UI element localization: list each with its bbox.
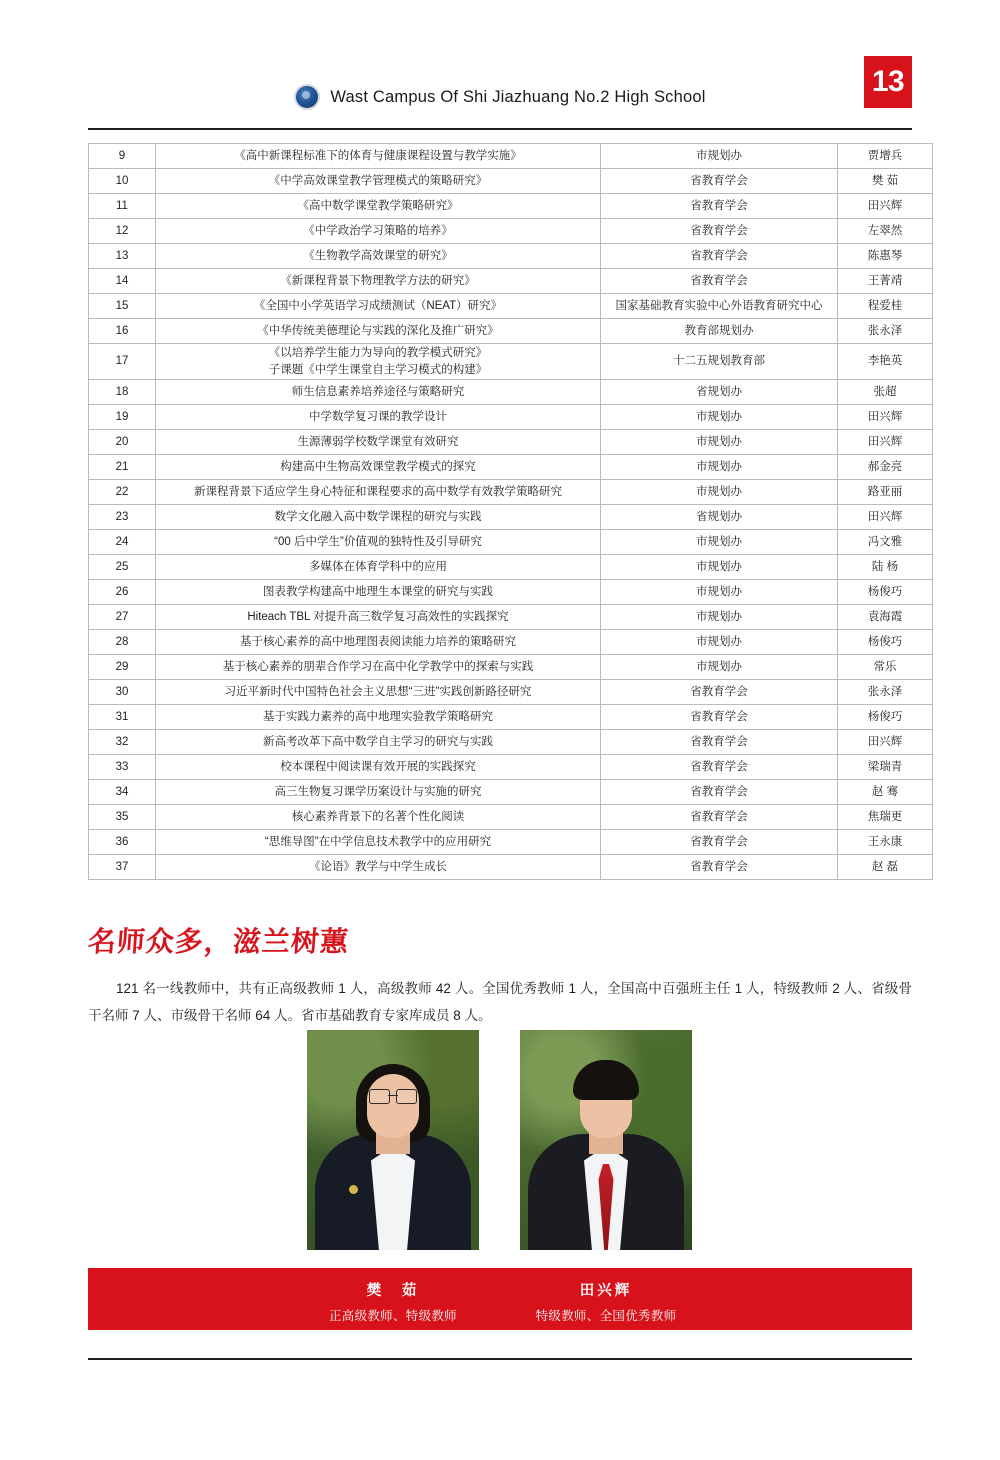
cell-title: 校本课程中阅读课有效开展的实践探究 xyxy=(156,755,601,780)
cell-num: 24 xyxy=(89,530,156,555)
table-row xyxy=(89,194,933,219)
cell-title: 《论语》教学与中学生成长 xyxy=(156,855,601,880)
table-row xyxy=(89,480,933,505)
cell-person: 张永泽 xyxy=(838,319,933,344)
cell-num: 16 xyxy=(89,319,156,344)
cell-person: 张超 xyxy=(838,380,933,405)
cell-num: 31 xyxy=(89,705,156,730)
caption-male xyxy=(456,1279,756,1324)
table-row xyxy=(89,655,933,680)
cell-num: 18 xyxy=(89,380,156,405)
cell-org: 国家基础教育实验中心外语教育研究中心 xyxy=(601,294,838,319)
table-row xyxy=(89,380,933,405)
cell-person: 田兴辉 xyxy=(838,194,933,219)
research-projects-table xyxy=(88,143,912,880)
cell-title: 《新课程背景下物理教学方法的研究》 xyxy=(156,269,601,294)
cell-person: 王菁靖 xyxy=(838,269,933,294)
cell-title: 基于核心素养的高中地理图表阅读能力培养的策略研究 xyxy=(156,630,601,655)
cell-num: 36 xyxy=(89,830,156,855)
cell-org: 省教育学会 xyxy=(601,705,838,730)
cell-num: 10 xyxy=(89,169,156,194)
cell-num: 35 xyxy=(89,805,156,830)
portrait-photo-male xyxy=(520,1030,692,1250)
cell-org: 市规划办 xyxy=(601,455,838,480)
cell-person: 田兴辉 xyxy=(838,730,933,755)
cell-org: 省规划办 xyxy=(601,380,838,405)
table-row xyxy=(89,555,933,580)
cell-title: 《中学高效课堂教学管理模式的策略研究》 xyxy=(156,169,601,194)
header-divider xyxy=(88,128,912,130)
table-row xyxy=(89,530,933,555)
cell-num: 15 xyxy=(89,294,156,319)
cell-title: 高三生物复习课学历案设计与实施的研究 xyxy=(156,780,601,805)
cell-num: 13 xyxy=(89,244,156,269)
cell-title xyxy=(156,344,601,380)
cell-num: 12 xyxy=(89,219,156,244)
table-row xyxy=(89,630,933,655)
cell-person: 冯文雅 xyxy=(838,530,933,555)
cell-title-line2: 子课题《中学生课堂自主学习模式的构建》 xyxy=(268,363,488,376)
cell-num: 21 xyxy=(89,455,156,480)
cell-org: 省教育学会 xyxy=(601,730,838,755)
caption-role: 特级教师、全国优秀教师 xyxy=(535,1309,677,1323)
cell-num: 22 xyxy=(89,480,156,505)
photo-lapel-pin xyxy=(349,1185,358,1194)
table-row xyxy=(89,705,933,730)
cell-person: 贾增兵 xyxy=(838,144,933,169)
cell-person: 赵 磊 xyxy=(838,855,933,880)
cell-title: 《全国中小学英语学习成绩测试（NEAT）研究》 xyxy=(156,294,601,319)
cell-person: 郝金亮 xyxy=(838,455,933,480)
cell-title: 《中华传统美德理论与实践的深化及推广研究》 xyxy=(156,319,601,344)
table-row xyxy=(89,294,933,319)
cell-num: 17 xyxy=(89,344,156,380)
photo-face xyxy=(367,1074,419,1138)
cell-num: 27 xyxy=(89,605,156,630)
table-row xyxy=(89,830,933,855)
table-row xyxy=(89,219,933,244)
cell-org: 省教育学会 xyxy=(601,244,838,269)
cell-person: 袁海霞 xyxy=(838,605,933,630)
cell-org: 十二五规划教育部 xyxy=(601,344,838,380)
cell-person: 程爱桂 xyxy=(838,294,933,319)
cell-org: 省教育学会 xyxy=(601,269,838,294)
cell-num: 32 xyxy=(89,730,156,755)
cell-org: 省规划办 xyxy=(601,505,838,530)
cell-num: 9 xyxy=(89,144,156,169)
table-row xyxy=(89,855,933,880)
cell-org: 省教育学会 xyxy=(601,780,838,805)
cell-org: 省教育学会 xyxy=(601,680,838,705)
table-row xyxy=(89,430,933,455)
photo-subject xyxy=(520,1122,692,1250)
photo-subject xyxy=(307,1122,479,1250)
portrait-caption-bar xyxy=(88,1268,912,1330)
cell-person: 陈惠琴 xyxy=(838,244,933,269)
cell-num: 26 xyxy=(89,580,156,605)
table-row xyxy=(89,755,933,780)
cell-num: 29 xyxy=(89,655,156,680)
glasses-icon xyxy=(369,1089,417,1102)
cell-person: 李艳英 xyxy=(838,344,933,380)
cell-num: 23 xyxy=(89,505,156,530)
page-header xyxy=(88,65,912,126)
footer-divider xyxy=(88,1358,912,1360)
section-heading: 名师众多，滋兰树蕙 xyxy=(86,925,351,958)
cell-title: 《高中新课程标准下的体育与健康课程设置与教学实施》 xyxy=(156,144,601,169)
cell-num: 28 xyxy=(89,630,156,655)
table-row xyxy=(89,580,933,605)
cell-title: 基于实践力素养的高中地理实验教学策略研究 xyxy=(156,705,601,730)
cell-num: 11 xyxy=(89,194,156,219)
cell-num: 34 xyxy=(89,780,156,805)
caption-name: 田兴辉 xyxy=(579,1283,633,1299)
cell-person: 田兴辉 xyxy=(838,405,933,430)
portrait-photo-female xyxy=(307,1030,479,1250)
cell-person: 路亚丽 xyxy=(838,480,933,505)
cell-title: 基于核心素养的朋辈合作学习在高中化学教学中的探索与实践 xyxy=(156,655,601,680)
photo-shirt xyxy=(371,1146,415,1250)
cell-num: 20 xyxy=(89,430,156,455)
cell-person: 杨俊巧 xyxy=(838,705,933,730)
cell-org: 市规划办 xyxy=(601,580,838,605)
cell-title: 图表教学构建高中地理生本课堂的研究与实践 xyxy=(156,580,601,605)
cell-org: 市规划办 xyxy=(601,605,838,630)
cell-org: 省教育学会 xyxy=(601,169,838,194)
cell-title: 中学数学复习课的教学设计 xyxy=(156,405,601,430)
cell-org: 市规划办 xyxy=(601,655,838,680)
table-row xyxy=(89,144,933,169)
section-paragraph xyxy=(88,975,912,1029)
cell-num: 37 xyxy=(89,855,156,880)
cell-num: 14 xyxy=(89,269,156,294)
cell-org: 省教育学会 xyxy=(601,219,838,244)
school-crest-icon xyxy=(294,84,320,110)
cell-title: 师生信息素养培养途径与策略研究 xyxy=(156,380,601,405)
portrait-photos xyxy=(88,1030,912,1250)
cell-person: 梁瑞青 xyxy=(838,755,933,780)
cell-org: 市规划办 xyxy=(601,530,838,555)
table-row xyxy=(89,405,933,430)
cell-title: 核心素养背景下的名著个性化阅读 xyxy=(156,805,601,830)
table-row xyxy=(89,244,933,269)
header-title-group xyxy=(88,84,912,110)
cell-org: 市规划办 xyxy=(601,630,838,655)
cell-person: 王永康 xyxy=(838,830,933,855)
cell-org: 省教育学会 xyxy=(601,805,838,830)
cell-person: 田兴辉 xyxy=(838,430,933,455)
caption-role: 正高级教师、特级教师 xyxy=(328,1309,457,1323)
cell-title: “思维导图”在中学信息技术教学中的应用研究 xyxy=(156,830,601,855)
cell-person: 赵 骞 xyxy=(838,780,933,805)
table-row xyxy=(89,169,933,194)
cell-org: 省教育学会 xyxy=(601,194,838,219)
cell-person: 陆 杨 xyxy=(838,555,933,580)
cell-num: 25 xyxy=(89,555,156,580)
cell-num: 30 xyxy=(89,680,156,705)
cell-title: 《中学政治学习策略的培养》 xyxy=(156,219,601,244)
cell-title: 构建高中生物高效课堂教学模式的探究 xyxy=(156,455,601,480)
cell-person: 常乐 xyxy=(838,655,933,680)
cell-title: 《生物教学高效课堂的研究》 xyxy=(156,244,601,269)
paragraph-text: 121 名一线教师中，共有正高级教师 1 人，高级教师 42 人。全国优秀教师 1 人，全国高中百强班主任 1 人，特级教师 2 人、省级骨干名师 7 人、市级骨干名师 64 人。省市基础教育专家库成员 8 人。 xyxy=(88,981,912,1023)
cell-title: Hiteach TBL 对提升高三数学复习高效性的实践探究 xyxy=(156,605,601,630)
cell-org: 省教育学会 xyxy=(601,830,838,855)
table-row xyxy=(89,269,933,294)
cell-org: 市规划办 xyxy=(601,144,838,169)
table-row xyxy=(89,455,933,480)
cell-title: 生源薄弱学校数学课堂有效研究 xyxy=(156,430,601,455)
cell-title: 数学文化融入高中数学课程的研究与实践 xyxy=(156,505,601,530)
table-row xyxy=(89,605,933,630)
cell-title: 新高考改革下高中数学自主学习的研究与实践 xyxy=(156,730,601,755)
cell-org: 省教育学会 xyxy=(601,755,838,780)
caption-name: 樊 茹 xyxy=(366,1283,420,1299)
cell-org: 市规划办 xyxy=(601,555,838,580)
cell-person: 杨俊巧 xyxy=(838,580,933,605)
cell-title: 多媒体在体育学科中的应用 xyxy=(156,555,601,580)
cell-person: 左翠然 xyxy=(838,219,933,244)
table-row xyxy=(89,344,933,380)
cell-org: 市规划办 xyxy=(601,430,838,455)
cell-person: 焦瑞更 xyxy=(838,805,933,830)
table-row xyxy=(89,780,933,805)
cell-org: 市规划办 xyxy=(601,405,838,430)
cell-org: 教育部规划办 xyxy=(601,319,838,344)
cell-org: 市规划办 xyxy=(601,480,838,505)
table-body xyxy=(89,144,933,880)
cell-num: 19 xyxy=(89,405,156,430)
page-number-badge: 13 xyxy=(864,56,912,108)
table-row xyxy=(89,319,933,344)
cell-title: 习近平新时代中国特色社会主义思想“三进”实践创新路径研究 xyxy=(156,680,601,705)
table-row xyxy=(89,505,933,530)
table-row xyxy=(89,680,933,705)
header-title: Wast Campus Of Shi Jiazhuang No.2 High School xyxy=(330,87,706,106)
cell-person: 杨俊巧 xyxy=(838,630,933,655)
table-row xyxy=(89,805,933,830)
cell-num: 33 xyxy=(89,755,156,780)
cell-title: 《高中数学课堂教学策略研究》 xyxy=(156,194,601,219)
cell-org: 省教育学会 xyxy=(601,855,838,880)
cell-title: “00 后中学生”价值观的独特性及引导研究 xyxy=(156,530,601,555)
cell-person: 田兴辉 xyxy=(838,505,933,530)
cell-title: 新课程背景下适应学生身心特征和课程要求的高中数学有效教学策略研究 xyxy=(156,480,601,505)
cell-person: 张永泽 xyxy=(838,680,933,705)
table-row xyxy=(89,730,933,755)
cell-title-line1: 《以培养学生能力为导向的教学模式研究》 xyxy=(268,347,488,359)
cell-person: 樊 茹 xyxy=(838,169,933,194)
